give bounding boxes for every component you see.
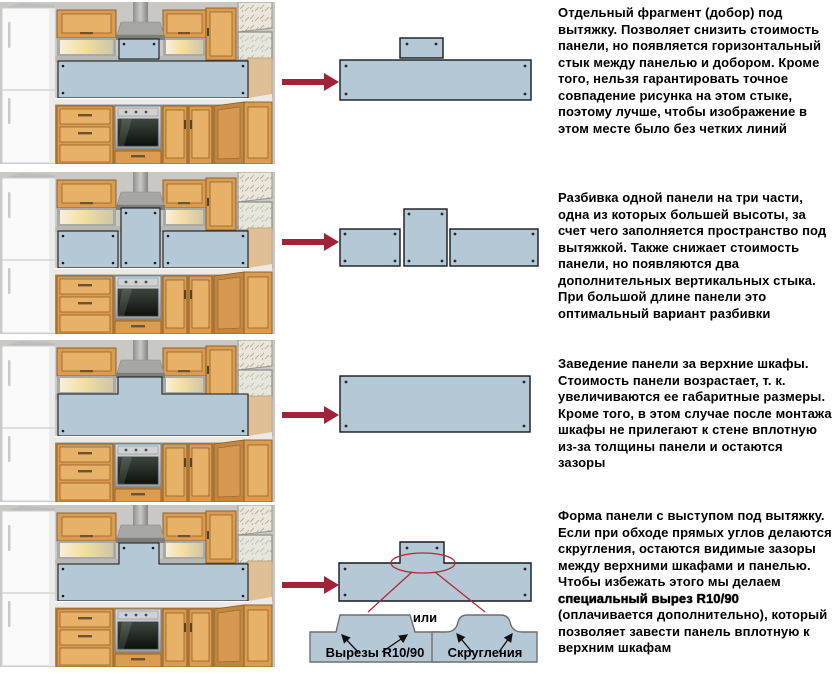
description-text: Форма панели с выступом под вытяжку. Если при обходе прямых углов делаются скругления, остаются видимые зазоры между верхними шкафами и панелью. Чтобы избежать этого мы делаем специальный вырез R10/90 (оплачивается дополнительно), который позволяет завести панель вплотную к верхним шкафам xyxy=(558,508,832,655)
description-block xyxy=(558,5,832,137)
kitchen-render xyxy=(0,2,275,164)
description-block xyxy=(558,356,832,472)
or-label: или xyxy=(412,610,438,625)
arrow-right-icon xyxy=(282,73,339,91)
panel-scheme xyxy=(280,172,560,337)
panel-scheme xyxy=(280,340,560,505)
option-row-fragment xyxy=(0,2,834,167)
arrow-right-icon xyxy=(282,406,339,424)
panel-piece-center-tall xyxy=(404,209,447,266)
description-block xyxy=(558,190,832,322)
arrow-right-icon xyxy=(282,576,339,594)
description-text: Разбивка одной панели на три части, одна из которых большей высоты, за счет чего заполняется пространство под вытяжкой. Также снижает стоимость панели, но появляются два дополнительных вертикальных стыка. При большой длине панели это оптимальный вариант разбивки xyxy=(558,190,827,321)
option-row-ledge xyxy=(0,505,834,674)
panel-scheme xyxy=(280,2,560,167)
cutouts-label: Вырезы R10/90 xyxy=(325,645,425,660)
kitchen-render xyxy=(0,505,275,667)
description-text: Отдельный фрагмент (добор) под вытяжку. Позволяет снизить стоимость панели, но появляется горизонтальный стык между панелью и добором. Кроме того, нельзя гарантировать точное совпадение рисунка на этом стыке, поэтому лучше, чтобы изображение в этом месте было без четких линий xyxy=(558,5,822,136)
roundings-label: Скругления xyxy=(447,645,523,660)
kitchen-render xyxy=(0,172,275,334)
panel-piece-left xyxy=(340,229,400,266)
option-row-three-parts xyxy=(0,172,834,337)
panel-scheme xyxy=(280,505,560,674)
panel-piece-fragment xyxy=(400,38,443,58)
kitchen-render xyxy=(0,340,275,502)
bold-phrase: специальный вырез R10/90 xyxy=(558,590,739,606)
option-row-behind-cabinets xyxy=(0,340,834,505)
description-text: Заведение панели за верхние шкафы. Стоимость панели возрастает, т. к. увеличиваются ее габаритные размеры. Кроме того, в этом случае после монтажа шкафы не прилегают к стене вплотную из-за толщины панели и остаются зазоры xyxy=(558,356,832,470)
panel-piece-oversized xyxy=(340,376,530,432)
panel-piece-main xyxy=(340,60,531,100)
panel-piece-right xyxy=(450,229,538,266)
arrow-right-icon xyxy=(282,233,339,251)
description-block xyxy=(558,508,832,657)
panel-piece-ledge xyxy=(339,542,531,601)
